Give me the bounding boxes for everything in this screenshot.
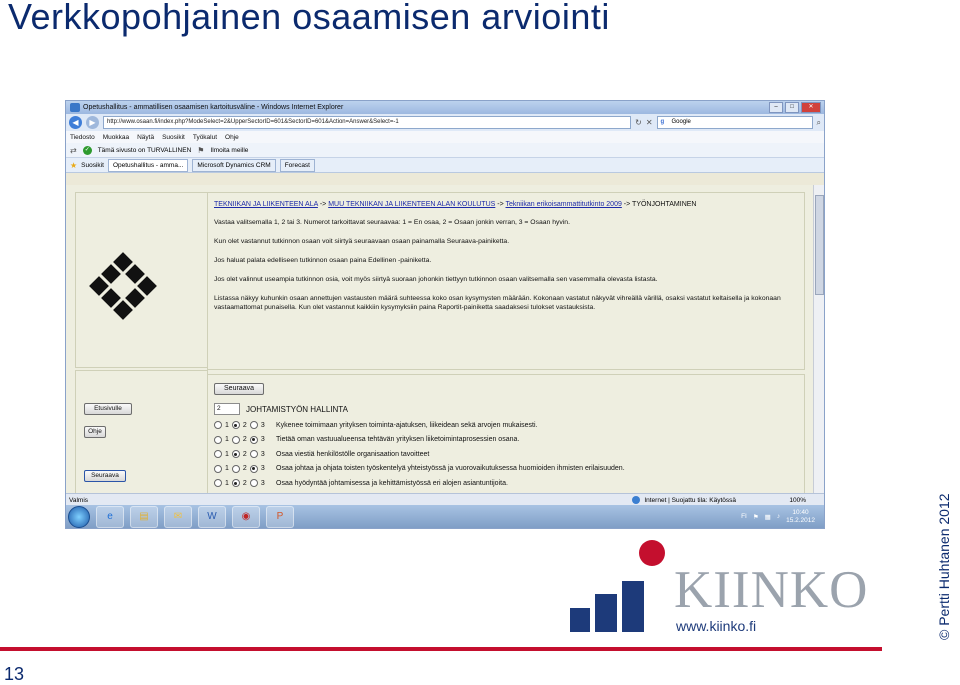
left-button-area [75,370,208,495]
security-status[interactable]: Tämä sivusto on TURVALLINEN [97,146,192,154]
stop-icon[interactable]: ✕ [645,118,653,127]
next-button[interactable]: Seuraava [214,383,264,395]
section-title: JOHTAMISTYÖN HALLINTA [246,404,348,414]
vertical-scrollbar[interactable] [813,185,824,493]
breadcrumb-separator: -> [317,201,329,208]
left-column [75,192,206,493]
question-text: Osaa viestiä henkilöstölle organisaation tavoitteet [276,450,430,458]
rating-label: 2 [242,421,247,429]
report-icon: ⚑ [197,145,205,155]
rating-radio[interactable] [232,436,240,444]
favorites-button[interactable]: Suosikit [81,161,104,169]
instruction-text: Listassa näkyy kuhunkin osaan annettujen vastausten määrä suhteessa koko osan kysymysten määrään. Kokonaan vastatut näkyvät vihreällä värillä, osaksi vastatut keltaisella ja kokonaan vastaamattomat punaisella. Kun olet vastannut kaikkiin kysymyksiin paina Raportit-painiketta saadaksesi tulokset vastauksista. [214,295,781,311]
rating-radio[interactable] [250,465,258,473]
rating-label: 3 [260,479,265,487]
instruction-text: Jos haluat palata edelliseen tutkinnon osaan paina Edellinen -painiketta. [214,257,432,264]
breadcrumb-current: -> TYÖNJOHTAMINEN [621,201,697,208]
question-text: Osaa johtaa ja ohjata toisten työskentelyä yhteistyössä ja vuorovaikutuksessa huomioiden ihmisten erilaisuuden. [276,465,625,473]
question-list [214,418,798,491]
rating-radio[interactable] [250,436,258,444]
menu-tools[interactable]: Työkalut [192,133,218,141]
menu-file[interactable]: Tiedosto [70,133,95,141]
minimize-icon[interactable]: – [769,102,783,113]
address-bar [66,114,824,131]
word-taskbar-icon[interactable]: W [198,506,226,528]
main-content [207,192,805,508]
zoom-level[interactable]: 100% [789,496,806,504]
instruction-text: Kun olet vastannut tutkinnon osaan voit siirtyä seuraavaan osaan painamalla Seuraava-painiketta. [214,238,510,245]
google-icon: g [660,119,665,125]
copyright-text: © Pertti Huhtanen 2012 [936,493,952,640]
tray-flag-icon[interactable]: ⚑ [752,513,759,521]
instruction-text: Jos olet valinnut useampia tutkinnon osia, voit myös siirtyä suoraan johonkin tiettyyn tutkinnon osaan valitsemalla sen vasemmalla olevasta listasta. [214,276,658,283]
maximize-icon[interactable]: □ [785,102,799,113]
rating-label: 3 [260,465,265,473]
web-page [66,185,813,493]
explorer-taskbar-icon[interactable]: ▤ [130,506,158,528]
rating-radio[interactable] [214,479,222,487]
security-zone [632,496,736,504]
window-titlebar [66,101,824,114]
home-button[interactable]: Etusivulle [84,403,132,415]
scrollbar-thumb[interactable] [815,195,824,295]
instruction-text: Vastaa valitsemalla 1, 2 tai 3. Numerot tarkoittavat seuraavaa: 1 = En osaa, 2 = Osaan jonkin verran, 3 = Osaan hyvin. [214,219,570,226]
language-indicator[interactable]: FI [741,513,747,520]
rating-options [214,421,274,429]
rating-label: 2 [242,479,247,487]
diamond-logo-icon [76,193,207,367]
slide-title: Verkkopohjainen osaamisen arviointi [8,0,610,37]
secure-check-icon: ✓ [84,146,90,153]
translate-icon[interactable]: ⇄ [70,145,77,155]
ie-taskbar-icon[interactable]: e [96,506,124,528]
rating-label: 1 [225,465,229,473]
rating-label: 3 [260,450,265,458]
rating-radio[interactable] [250,421,258,429]
menu-favorites[interactable]: Suosikit [162,133,185,141]
question-row [214,447,798,462]
help-button[interactable]: Ohje [84,426,106,438]
rating-options [214,479,274,487]
breadcrumb-link-tutkinto[interactable]: Tekniikan erikoisammattitutkinto 2009 [505,201,622,208]
tray-network-icon[interactable]: ▦ [764,513,771,521]
page-number: 13 [4,664,25,684]
powerpoint-taskbar-icon[interactable]: P [266,506,294,528]
logo-area [75,192,208,368]
tray-volume-icon[interactable]: ♪ [776,513,781,520]
window-controls [769,102,821,113]
rating-radio[interactable] [214,450,222,458]
rating-radio[interactable] [250,450,258,458]
kiinko-logo [570,540,880,640]
breadcrumb [214,200,798,210]
question-box [207,374,805,508]
question-text: Tietää oman vastuualueensa tehtävän yrityksen liiketoimintaprosessien osana. [276,436,520,444]
system-tray [741,509,815,525]
taskbar [66,505,825,528]
instruction-box [207,192,805,370]
breadcrumb-link-ala[interactable]: TEKNIIKAN JA LIIKENTEEN ALA [214,201,318,208]
rating-radio[interactable] [214,421,222,429]
status-text: Valmis [69,496,89,504]
rating-label: 1 [225,450,229,458]
browser-screenshot [65,100,825,529]
search-icon[interactable]: ⌕ [816,117,821,127]
url-field[interactable]: http://www.osaan.fi/index.php?ModeSelect=2&UpperSectorID=601&SectorID=601&Action=Answer&Select=-1 [103,116,631,129]
clock[interactable] [786,509,815,525]
kiinko-bars-icon [570,564,670,634]
kiinko-dot-icon [637,538,667,568]
rating-radio[interactable] [250,479,258,487]
tab-forecast[interactable]: Forecast [280,159,315,172]
question-row [214,433,798,448]
window-title: Opetushallitus - ammatillisen osaamisen kartoitusväline - Windows Internet Explorer [83,104,344,111]
question-text: Kykenee toimimaan yrityksen toiminta-ajatuksen, liikeidean sekä arvojen mukaisesti. [276,421,538,429]
rating-options [214,450,274,458]
back-icon[interactable]: ◀ [69,116,82,129]
rating-label: 1 [225,479,229,487]
clock-time: 10:40 [792,508,809,516]
app-taskbar-icon[interactable]: ◉ [232,506,260,528]
question-text: Osaa hyödyntää johtamisessa ja kehittämistyössä eri alojen asiantuntijoita. [276,479,508,487]
menu-edit[interactable]: Muokkaa [102,133,130,141]
report-link[interactable]: Ilmoita meille [210,146,249,154]
breadcrumb-link-koulutus[interactable]: MUU TEKNIIKAN JA LIIKENTEEN ALAN KOULUTUS [328,201,496,208]
rating-label: 1 [225,421,229,429]
refresh-icon[interactable]: ↻ [635,118,642,127]
rating-options [214,436,274,444]
menu-help[interactable]: Ohje [225,133,239,141]
ie-icon [70,103,80,112]
next-button-left[interactable]: Seuraava [84,470,126,482]
footer-divider [0,647,882,651]
zone-text: Internet | Suojattu tila: Käytössä [644,496,736,504]
brand-url[interactable]: www.kiinko.fi [676,618,757,634]
rating-radio[interactable] [214,436,222,444]
command-bar [66,143,824,158]
brand-name: KIINKO [674,561,869,619]
favorites-bar [66,158,824,173]
rating-label: 2 [242,436,247,444]
start-button[interactable] [68,506,90,528]
mail-taskbar-icon[interactable]: ✉ [164,506,192,528]
rating-label: 3 [260,436,265,444]
rating-label: 1 [225,436,229,444]
question-row [214,418,798,433]
clock-date: 15.2.2012 [786,516,815,524]
question-row [214,476,798,491]
forward-icon[interactable]: ▶ [86,116,99,129]
search-input[interactable]: g Google [657,116,813,129]
menu-view[interactable]: Näytä [137,133,155,141]
breadcrumb-separator: -> [495,201,506,208]
rating-radio[interactable] [214,465,222,473]
rating-label: 3 [260,421,265,429]
rating-label: 2 [242,465,247,473]
rating-radio[interactable] [232,421,240,429]
rating-radio[interactable] [232,479,240,487]
question-row [214,462,798,477]
globe-icon [632,496,640,504]
section-header [214,403,798,415]
rating-label: 2 [242,450,247,458]
close-icon[interactable]: ✕ [801,102,821,113]
tab-opetushallitus[interactable]: Opetushallitus - amma... [108,159,188,172]
tab-dynamics-crm[interactable]: Microsoft Dynamics CRM [192,159,275,172]
rating-radio[interactable] [232,465,240,473]
section-number-field[interactable]: 2 [214,403,240,415]
rating-radio[interactable] [232,450,240,458]
rating-options [214,465,274,473]
menu-bar [66,131,824,143]
favorites-star-icon[interactable]: ★ [70,160,78,170]
